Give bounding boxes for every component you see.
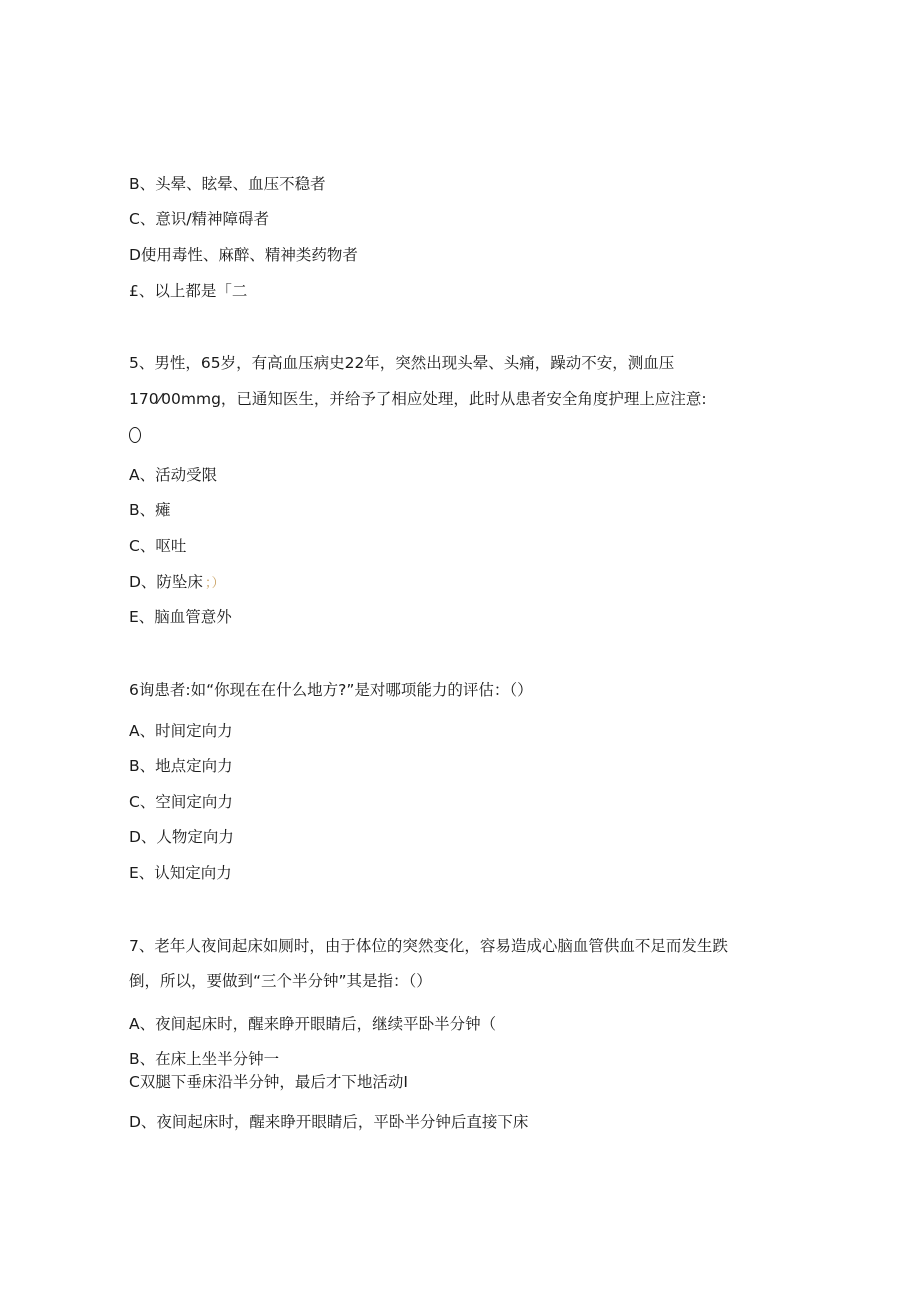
q6-option-b: B、地点定向力 (129, 757, 233, 775)
answer-paren-icon (129, 427, 141, 443)
q6-option-e: E、认知定向力 (129, 864, 232, 882)
q6-option-c: C、空间定向力 (129, 793, 233, 811)
q6-option-d: D、人物定向力 (129, 828, 234, 846)
q7-option-a: A、夜间起床时，醒来睁开眼睛后，继续平卧半分钟（ (129, 1015, 497, 1033)
q5-stem-line1: 5、男性，65岁，有高血压病史22年，突然出现头晕、头痛，躁动不安，测血压 (129, 354, 675, 372)
q5-stem-line2: 170⁄00mmg，已通知医生，并给予了相应处理，此时从患者安全角度护理上应注意: (129, 390, 707, 408)
q5-option-b: B、瘫 (129, 501, 171, 519)
q6-option-a: A、时间定向力 (129, 722, 233, 740)
q7-stem-line1: 7、老年人夜间起床如厕时，由于体位的突然变化，容易造成心脑血管供血不足而发生跌 (129, 937, 728, 955)
q5-option-d-text: D、防坠床 (129, 573, 203, 591)
q5-option-c: C、呕吐 (129, 537, 187, 555)
q4-option-d: D使用毒性、麻醉、精神类药物者 (129, 246, 358, 264)
q4-option-b: B、头晕、眩晕、血压不稳者 (129, 175, 326, 193)
q6-stem: 6询患者:如“你现在在什么地方?”是对哪项能力的评估：（） (129, 681, 533, 699)
q5-option-d-mark: ；） (204, 576, 225, 591)
q7-option-d: D、夜间起床时，醒来睁开眼睛后，平卧半分钟后直接下床 (129, 1113, 529, 1131)
q7-option-b: B、在床上坐半分钟一 (129, 1050, 280, 1068)
q4-option-c: C、意识/精神障碍者 (129, 210, 270, 228)
q7-stem-line2: 倒，所以，要做到“三个半分钟”其是指：（） (129, 972, 432, 990)
q5-option-d (129, 572, 224, 594)
q5-option-e: E、脑血管意外 (129, 608, 232, 626)
q5-option-a: A、活动受限 (129, 466, 218, 484)
q4-option-e: £、以上都是「二 (129, 282, 248, 300)
q7-option-c: C双腿下垂床沿半分钟，最后才下地活动I (129, 1073, 408, 1091)
